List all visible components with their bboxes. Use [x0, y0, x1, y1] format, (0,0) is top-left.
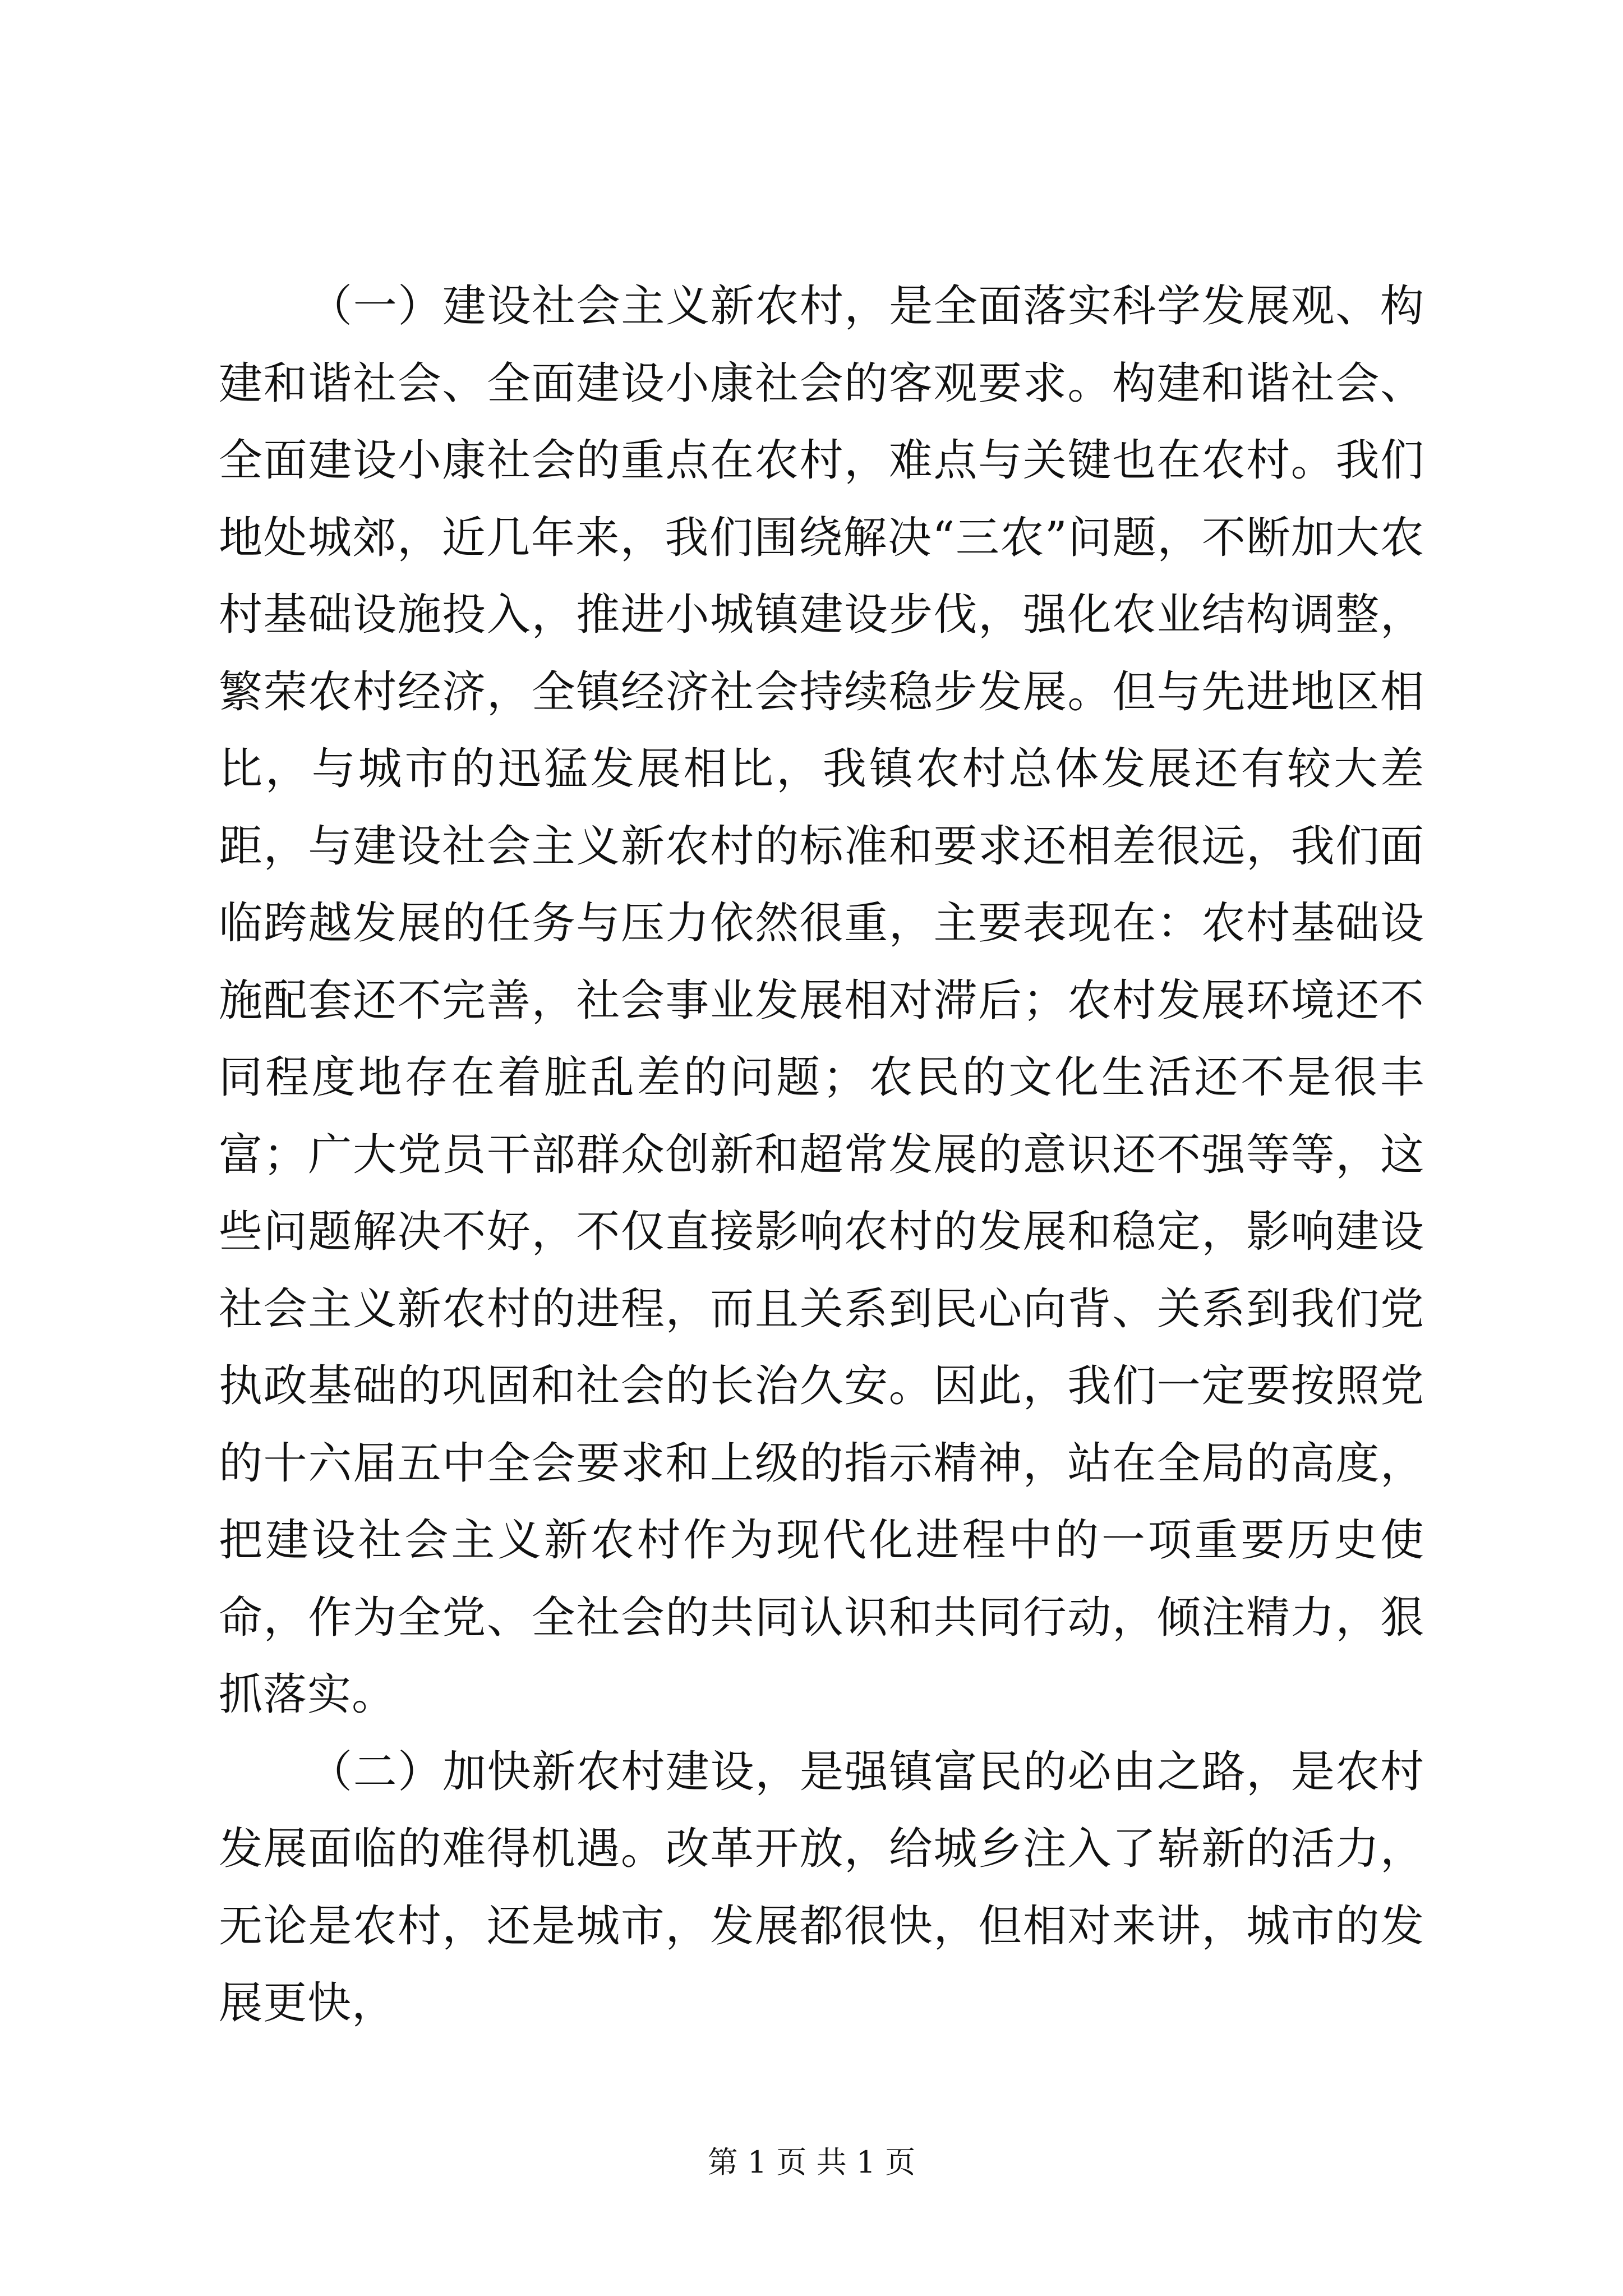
document-body [219, 268, 1424, 2042]
paragraph-2: （二）加快新农村建设，是强镇富民的必由之路，是农村发展面临的难得机遇。改革开放，给城乡注入了崭新的活力，无论是农村，还是城市，发展都很快，但相对来讲，城市的发展更快， [219, 1746, 1424, 2028]
paragraph-1: （一）建设社会主义新农村，是全面落实科学发展观、构建和谐社会、全面建设小康社会的客观要求。构建和谐社会、全面建设小康社会的重点在农村，难点与关键也在农村。我们地处城郊，近几年来，我们围绕解决“三农”问题，不断加大农村基础设施投入，推进小城镇建设步伐，强化农业结构调整，繁荣农村经济，全镇经济社会持续稳步发展。但与先进地区相比，与城市的迅猛发展相比，我镇农村总体发展还有较大差距，与建设社会主义新农村的标准和要求还相差很远，我们面临跨越发展的任务与压力依然很重，主要表现在：农村基础设施配套还不完善，社会事业发展相对滞后；农村发展环境还不同程度地存在着脏乱差的问题；农民的文化生活还不是很丰富；广大党员干部群众创新和超常发展的意识还不强等等，这些问题解决不好，不仅直接影响农村的发展和稳定，影响建设社会主义新农村的进程，而且关系到民心向背、关系到我们党执政基础的巩固和社会的长治久安。因此，我们一定要按照党的十六届五中全会要求和上级的指示精神，站在全局的高度，把建设社会主义新农村作为现代化进程中的一项重要历史使命，作为全党、全社会的共同认识和共同行动，倾注精力，狠抓落实。 [219, 281, 1424, 1720]
page-footer: 第 1 页 共 1 页 [707, 2145, 916, 2180]
